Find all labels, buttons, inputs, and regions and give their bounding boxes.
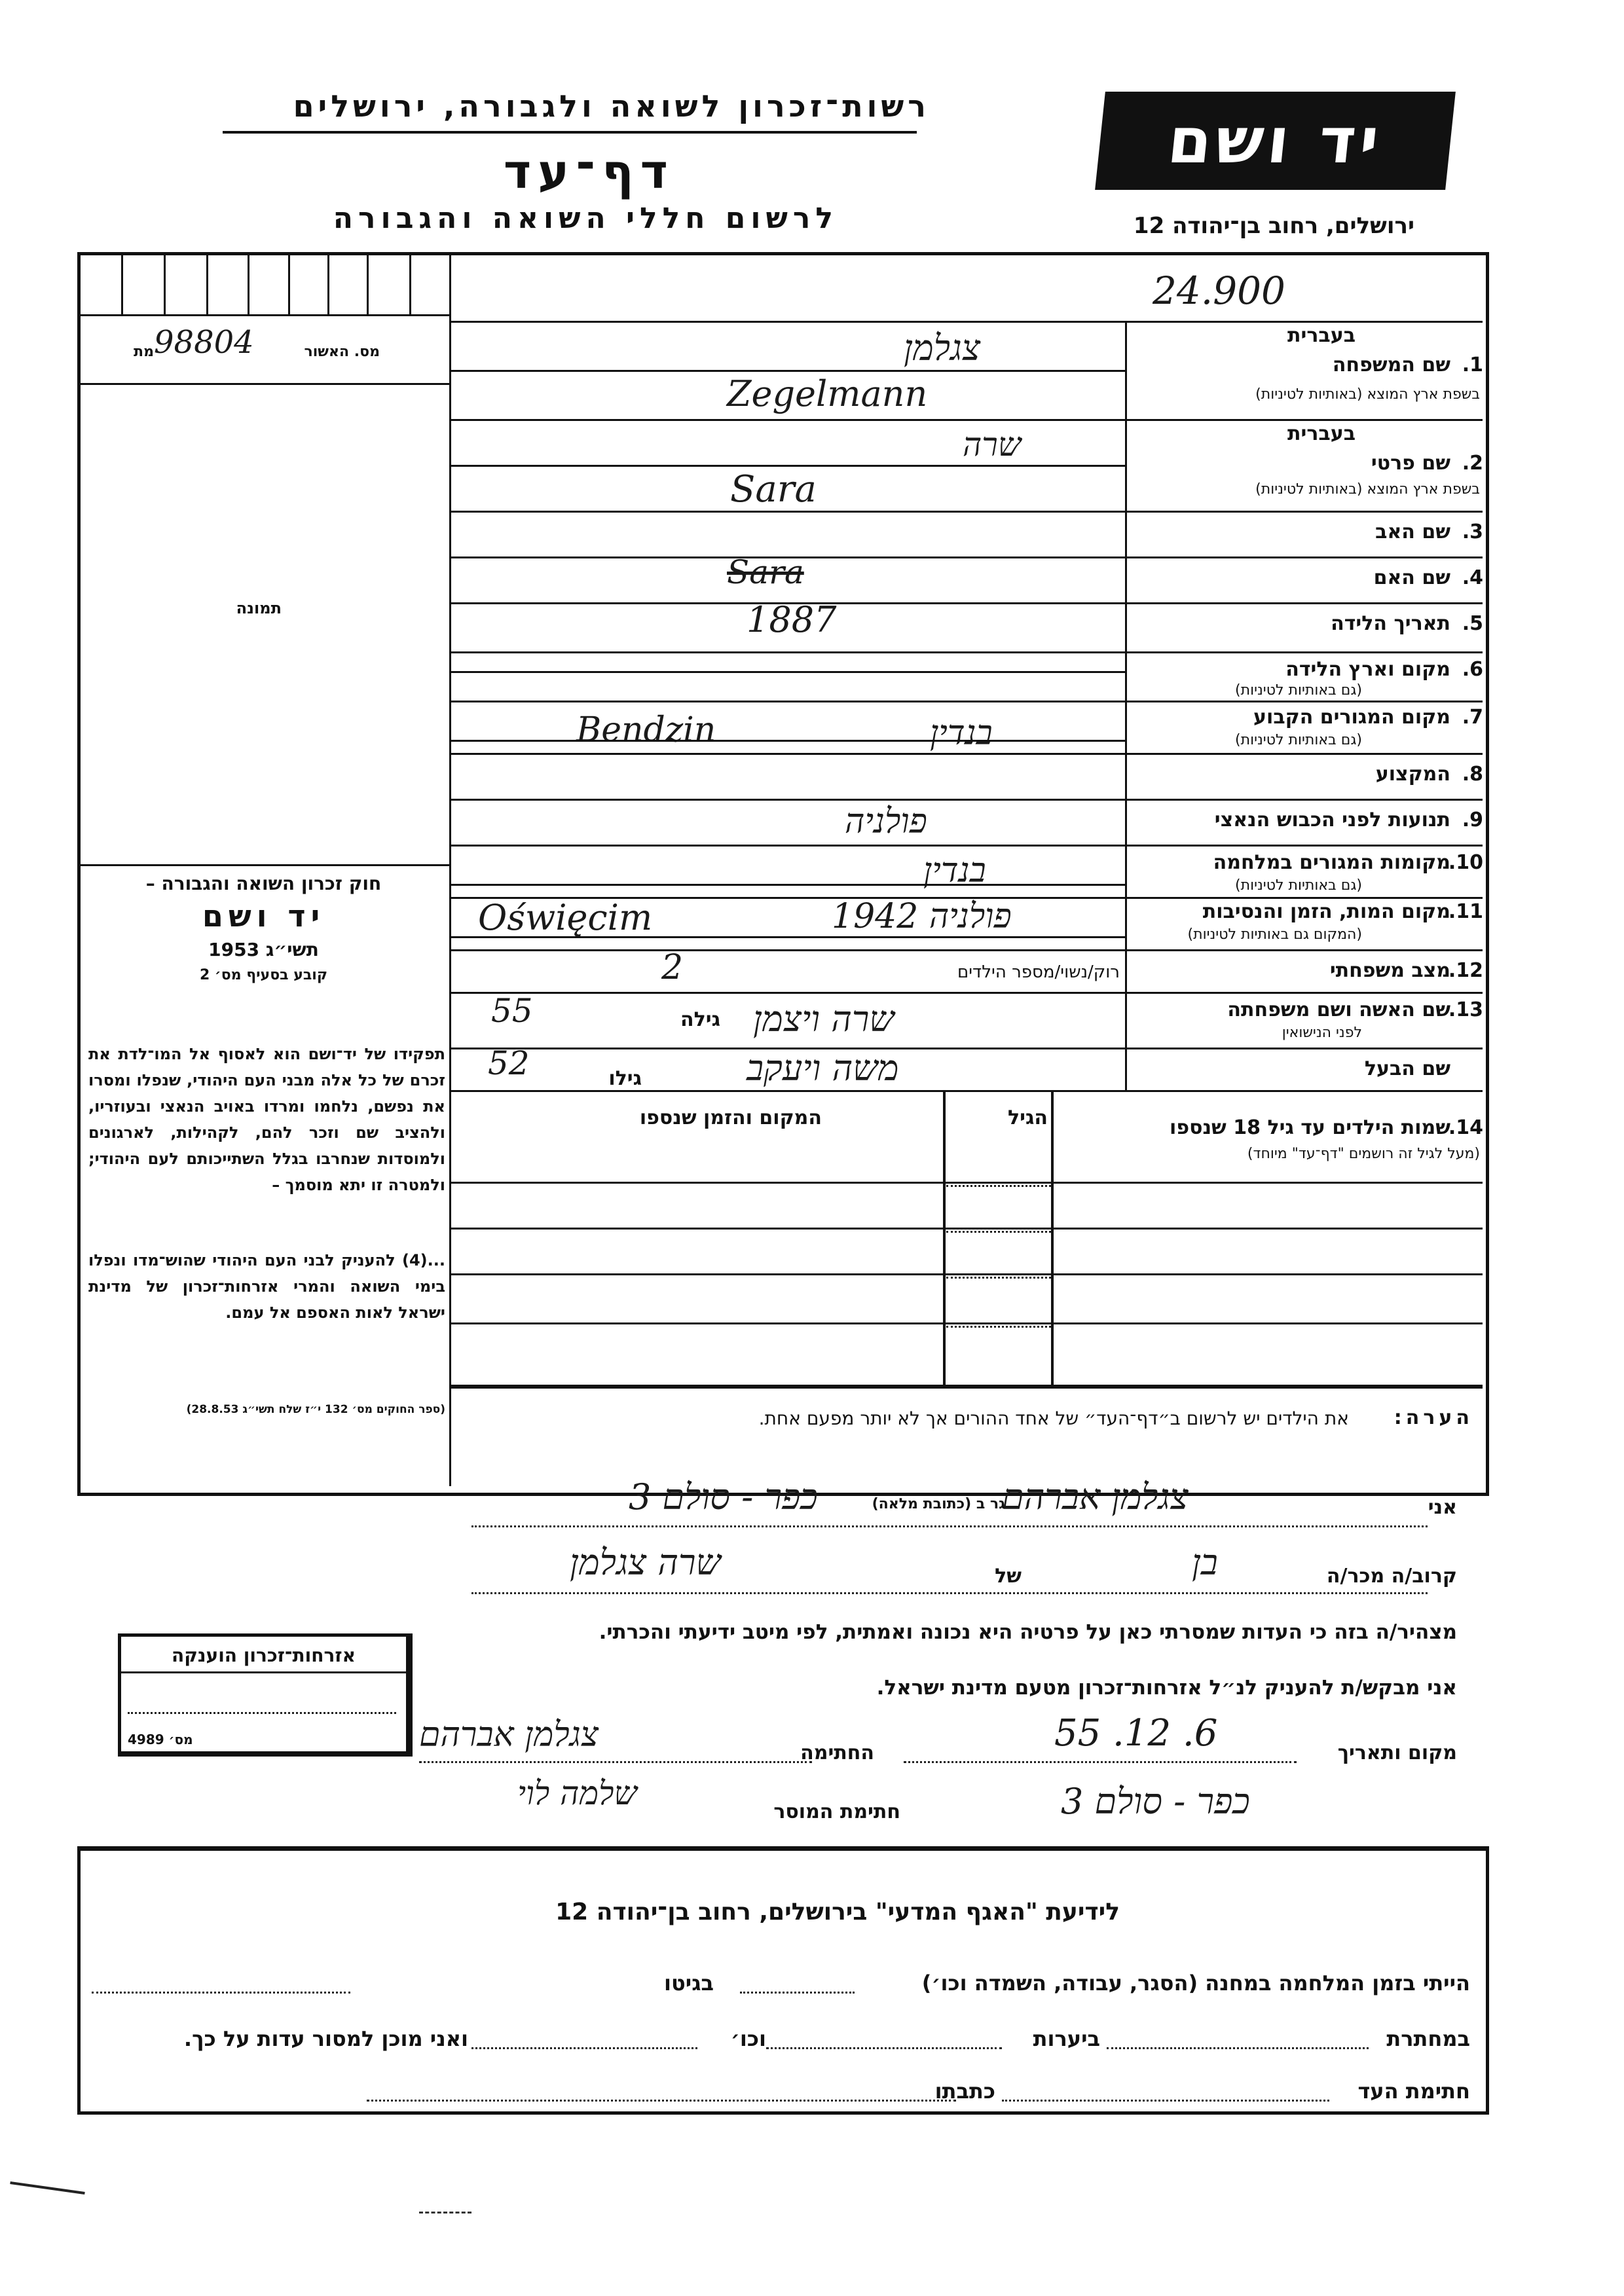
law-section: קובע בסעיף מס׳ 2 [199,967,328,983]
children-row-dotted [946,1277,1051,1279]
top-cell-divider [409,255,411,314]
field-4-number: 4. [1462,566,1483,589]
decl-request: אני מבקש/ת להעניק לנ״ל אזרחות־זכרון מטעם מדינת ישראל. [876,1676,1457,1700]
decl-relation-label: קרוב/ה מכר/ה [1326,1565,1457,1588]
decl-place-date-label: מקום ותאריך [1337,1741,1457,1764]
field-10-sub: (גם באותיות לטיניות) [1235,877,1362,894]
top-row-line [449,321,1483,323]
footer-line1-a: הייתי בזמן המלחמה במחנה (הסגר, עבודה, השמדה וכו׳) [921,1971,1470,1995]
row-line [449,370,1126,372]
children-col-place: המקום והזמן שנספו [639,1106,822,1129]
field-13-label: שם האשה ושם משפחתה [1227,998,1450,1021]
field-12-sub: רוק/נשוי/מספר הילדים [957,962,1120,982]
law-name: יד ושם [202,898,325,934]
top-cells-line [80,314,450,316]
decl-line [471,1525,1428,1527]
field-7-sub: (גם באותיות לטיניות) [1235,732,1362,748]
children-row [449,1322,1483,1324]
approval-number: 98804 [154,324,254,361]
field-13-sub: לפני הנישואין [1282,1025,1362,1041]
footer-line2-a: במחתרת [1386,2026,1470,2051]
row-line [449,419,1483,421]
field-13-value: שרה ויצמן [753,998,895,1040]
field-12-value: 2 [661,948,684,987]
footer-line [92,1992,350,1994]
sidebar-text-1: תפקידו של יד־ושם הוא לאסוף אל המו־לדת את זכרם של כל אלה מבני העם היהודי, שנפלו ומסרו את נפשם, נלחמו ומרדו באויב הנאצי ובעוזריו, ולהציב שם וזכר להם, לקהילות, לארגונים ולמוסדות שנחרבו בגלל השתייכותם לעם היהודי; ולמטרה זו יתא מוסמך – [88,1045,445,1194]
approval-line [80,383,450,385]
sidebar-footnote: (ספר החוקים מס׳ 132 י״ז שלח תשי״ג 28.8.53) [186,1403,445,1416]
field-10-number: 10. [1448,851,1483,874]
field-7-label: מקום המגורים הקבוע [1253,706,1450,729]
row-line [449,556,1483,558]
field-6-label: מקום וארץ הלידה [1285,658,1450,681]
decl-statement: מצהיר/ה בזה כי העדות שמסרתי כאן על פרטיה היא נכונה ואמתית, לפי מיטב ידיעתי והכרתי. [599,1620,1457,1644]
decl-ani: אני [1428,1496,1457,1519]
decl-of-label: של [995,1565,1022,1588]
decl-line [419,1761,812,1763]
field-9-number: 9. [1462,809,1483,831]
children-row [449,1228,1483,1230]
top-number: 24.900 [1153,268,1285,313]
top-cell-divider [248,255,249,314]
field-7-value-hebrew: בנדין [930,714,993,753]
field-5-number: 5. [1462,612,1483,635]
authority-title: רשות־זכרון לשואה ולגבורה, ירושלים [293,88,930,124]
field-2-label: שם פרטי [1371,452,1450,475]
stamp-title: אזרחות־זכרון הוענקה [121,1637,406,1673]
field-1-number: 1. [1462,354,1483,376]
husband-age-label: גילו [608,1067,642,1090]
footer-line3-b: כתבתו [934,2079,995,2104]
stamp-line [128,1712,396,1714]
remark-text: את הילדים יש לרשום ב״דף־העד״ של אחד ההורים אך לא יותר מפעם אחת. [758,1408,1349,1429]
top-cell-divider [367,255,369,314]
decl-place2: כפר - סולם 3 [1061,1781,1250,1822]
top-cell-divider [164,255,166,314]
approval-prefix: מת [134,344,154,360]
top-cell-divider [288,255,290,314]
field-12-label: מצב משפחתי [1329,959,1450,982]
footer-line [471,2047,697,2049]
husband-age: 52 [488,1044,530,1082]
children-number: 14. [1448,1116,1483,1139]
field-7-number: 7. [1462,706,1483,729]
field-6-number: 6. [1462,658,1483,681]
children-row [449,1273,1483,1275]
field-1-label: שם המשפחה [1332,354,1450,376]
footer-line1-b: בגיטו [664,1971,714,1995]
field-11-label: מקום המות, הזמן והנסיבות [1202,900,1450,923]
sidebar-top-line [80,864,450,866]
row-line [449,651,1483,653]
top-cell-divider [121,255,123,314]
field-13-age: 55 [491,992,533,1030]
address: ירושלים, רחוב בן־יהודה 12 [1133,213,1414,239]
law-year: תשי״ג 1953 [208,939,319,960]
decl-date: 55 .12 .6 [1054,1712,1218,1755]
footer-line [1002,2100,1329,2102]
label-column-divider [1125,321,1127,1090]
approval-label: מס. האשור [304,344,380,360]
field-2-value-hebrew: שרה [963,426,1022,464]
field-2-sub: בשפת ארץ המוצא (באותיות לטיניות) [1255,481,1480,498]
field-1-value-latin: Zegelmann [727,373,928,414]
decl-name: צגלמן אברהם [1002,1476,1189,1518]
field-9-label: תנועות לפני הכבוש הנאצי [1214,809,1450,831]
children-label: שמות הילדים עד גיל 18 שנספו [1170,1116,1450,1139]
row-line [449,701,1483,702]
row-line [449,740,1126,742]
footer-line [367,2100,956,2102]
row-line [449,1048,1483,1049]
top-cell-divider [327,255,329,314]
sidebar-divider [449,255,451,1486]
footer-line3-a: חתימת העד [1357,2079,1470,2104]
sidebar-law [82,867,445,983]
footer-line [766,2047,1002,2049]
husband-value: משה ויעקב [747,1048,899,1089]
decl-gar: גר ב (כתובת מלאה) [872,1496,1005,1512]
stamp-number: מס׳ 4989 [128,1732,193,1747]
decl-receiver: שלמה לוי [517,1774,637,1812]
field-4-value: Sara [727,553,804,591]
row-line [449,799,1483,801]
field-1-value-hebrew: צגלמן [904,327,981,369]
row-line [449,949,1483,951]
field-8-label: המקצוע [1375,763,1450,786]
children-row [449,1182,1483,1184]
field-6-sub: (גם באותיות לטיניות) [1235,682,1362,699]
row-line [449,884,1126,886]
row-line [449,753,1483,755]
field-11-value-time: 1942 פולניה [832,897,1012,936]
photo-label: תמונה [236,599,282,617]
decl-signature: צגלמן אברהם [419,1715,599,1755]
field-5-label: תאריך הלידה [1331,612,1450,635]
footer-title: לידיעת "האגף המדעי" בירושלים, רחוב בן־יהודה 12 [555,1899,1120,1925]
decl-receiver-label: חתימת המוסר [773,1800,900,1823]
field-2-hebrew-tag: בעברית [1287,422,1356,445]
field-13-number: 13. [1448,998,1483,1021]
field-3-label: שם האב [1375,520,1450,543]
children-col-age: הגיל [1008,1106,1048,1129]
field-1-sub: בשפת ארץ המוצא (באותיות לטיניות) [1255,386,1480,403]
field-2-number: 2. [1462,452,1483,475]
decl-line [904,1761,1297,1763]
husband-label: שם הבעל [1364,1057,1450,1080]
scan-mark [10,2181,84,2195]
field-1-hebrew-tag: בעברית [1287,324,1356,347]
children-sub: (מעל לגיל זה רושמים "דף־עד" מיוחד) [1247,1146,1480,1162]
field-7-value-latin: Bendzin [576,710,716,750]
row-line [449,1090,1483,1092]
field-11-number: 11. [1448,900,1483,923]
children-table-bottom [449,1385,1483,1389]
field-11-sub: (המקום גם באותיות לטיניות) [1187,926,1362,943]
citizenship-stamp [118,1633,413,1757]
row-line [449,602,1483,604]
field-13-age-label: גילה [680,1008,720,1031]
footer-line [740,1992,855,1994]
law-title: חוק זכרון השואה והגבורה – [145,873,382,894]
sidebar-text-2: ...(4) להעניק לבני העם היהודי שהוש־מדו ונפלו בימי השואה והמרי אזרחות־זכרון של מדינת ישראל לאות האספם אל עמם. [88,1251,445,1322]
field-10-value: בנדין [923,851,986,890]
row-line [449,465,1126,467]
row-line [449,992,1483,994]
children-row-dotted [946,1231,1051,1233]
form-subtitle: לרשום חללי השואה והגבורה [333,202,838,235]
row-line [449,936,1126,938]
field-4-label: שם האם [1373,566,1450,589]
field-3-number: 3. [1462,520,1483,543]
field-8-number: 8. [1462,763,1483,786]
children-row-dotted [946,1326,1051,1328]
remark-label: הערה: [1393,1406,1473,1429]
decl-of-name: שרה צגלמן [570,1542,721,1583]
scan-mark [419,2212,471,2214]
form-title: דף־עד [503,144,674,199]
children-row-dotted [946,1185,1051,1187]
top-cell-divider [206,255,208,314]
footer-line2-c: וכו׳ [730,2026,766,2051]
yad-vashem-logo [1095,92,1456,190]
decl-relation: בן [1192,1542,1218,1583]
row-line [449,671,1126,673]
decl-line [471,1592,1428,1594]
footer-line2-d: ואני מוכן למסור עדות על כך. [183,2026,468,2051]
logo-text: יד ושם [1164,104,1386,177]
decl-address: כפר - סולם 3 [629,1476,818,1518]
decl-signature-label: החתימה [800,1741,874,1764]
field-5-value: 1887 [747,599,837,640]
row-line [449,845,1483,847]
footer-line [1107,2047,1369,2049]
children-col-divider [1051,1090,1054,1388]
row-line [449,511,1483,513]
authority-underline [223,131,917,134]
footer-line2-b: ביערות [1033,2026,1100,2051]
field-12-number: 12. [1448,959,1483,982]
field-9-value: פולניה [845,802,927,841]
field-11-value-place: Oświęcim [478,897,653,938]
field-10-label: מקומות המגורים במלחמה [1213,851,1450,874]
children-col-divider [943,1090,946,1388]
field-2-value-latin: Sara [730,468,817,511]
